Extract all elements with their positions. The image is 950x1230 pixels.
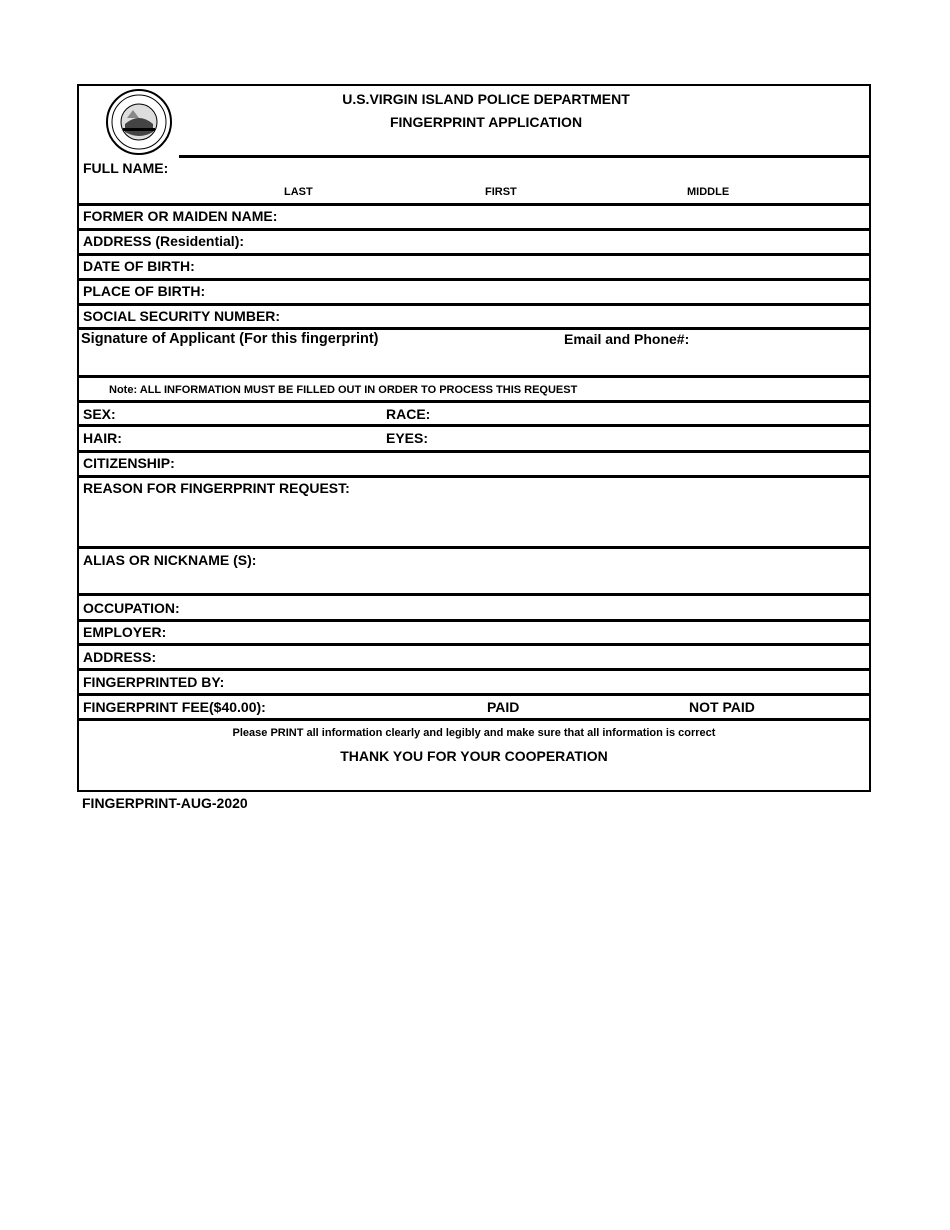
address-field[interactable]: ADDRESS:	[83, 649, 157, 665]
fingerprint-form	[77, 84, 871, 792]
divider	[79, 643, 869, 646]
divider	[79, 693, 869, 696]
thank-you-message: THANK YOU FOR YOUR COOPERATION	[340, 748, 608, 764]
police-seal-icon	[99, 88, 179, 156]
email-phone-field[interactable]: Email and Phone#:	[564, 331, 690, 347]
hair-field[interactable]: HAIR:	[83, 430, 122, 446]
divider	[79, 327, 869, 330]
fingerprint-fee-label: FINGERPRINT FEE($40.00):	[83, 699, 266, 715]
place-of-birth-field[interactable]: PLACE OF BIRTH:	[83, 283, 206, 299]
full-name-label[interactable]: FULL NAME:	[83, 160, 169, 176]
divider	[79, 450, 869, 453]
form-header	[79, 86, 869, 156]
first-name-sublabel: FIRST	[485, 186, 517, 198]
divider	[79, 228, 869, 231]
residential-address-field[interactable]: ADDRESS (Residential):	[83, 233, 245, 249]
middle-name-sublabel: MIDDLE	[687, 186, 730, 198]
divider	[79, 278, 869, 281]
not-paid-option[interactable]: NOT PAID	[689, 699, 755, 715]
divider	[79, 546, 869, 549]
divider	[79, 253, 869, 256]
divider	[79, 375, 869, 378]
divider	[79, 424, 869, 427]
divider	[179, 155, 869, 158]
divider	[79, 203, 869, 206]
alias-field[interactable]: ALIAS OR NICKNAME (S):	[83, 552, 257, 568]
date-of-birth-field[interactable]: DATE OF BIRTH:	[83, 258, 195, 274]
divider	[79, 400, 869, 403]
divider	[79, 593, 869, 596]
occupation-field[interactable]: OCCUPATION:	[83, 600, 180, 616]
sex-field[interactable]: SEX:	[83, 406, 116, 422]
divider	[79, 718, 869, 721]
divider	[79, 475, 869, 478]
department-title: U.S.VIRGIN ISLAND POLICE DEPARTMENT	[342, 91, 630, 107]
eyes-field[interactable]: EYES:	[386, 430, 429, 446]
print-instruction: Please PRINT all information clearly and legibly and make sure that all information is correct	[232, 727, 716, 739]
reason-field[interactable]: REASON FOR FINGERPRINT REQUEST:	[83, 480, 350, 496]
employer-field[interactable]: EMPLOYER:	[83, 624, 167, 640]
former-name-field[interactable]: FORMER OR MAIDEN NAME:	[83, 208, 278, 224]
form-code: FINGERPRINT-AUG-2020	[82, 795, 248, 811]
ssn-field[interactable]: SOCIAL SECURITY NUMBER:	[83, 308, 281, 324]
paid-option[interactable]: PAID	[487, 699, 520, 715]
divider	[79, 619, 869, 622]
last-name-sublabel: LAST	[284, 186, 313, 198]
signature-field[interactable]: Signature of Applicant (For this fingerprint)	[81, 331, 379, 347]
form-title: FINGERPRINT APPLICATION	[389, 114, 583, 130]
divider	[79, 303, 869, 306]
divider	[79, 668, 869, 671]
fingerprinted-by-field[interactable]: FINGERPRINTED BY:	[83, 674, 225, 690]
required-note: Note: ALL INFORMATION MUST BE FILLED OUT IN ORDER TO PROCESS THIS REQUEST	[109, 384, 578, 396]
citizenship-field[interactable]: CITIZENSHIP:	[83, 455, 175, 471]
race-field[interactable]: RACE:	[386, 406, 431, 422]
